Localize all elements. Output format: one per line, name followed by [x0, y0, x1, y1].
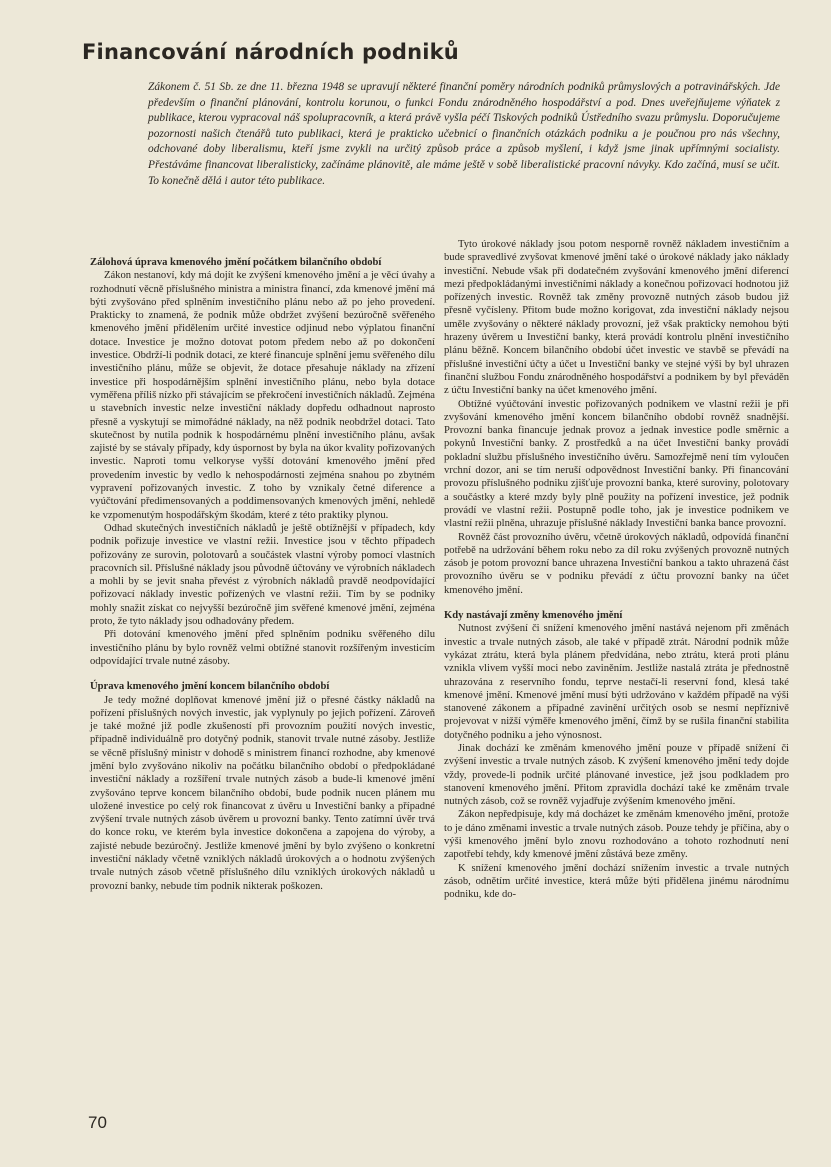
page-number: 70: [88, 1113, 107, 1132]
right-column: [444, 238, 789, 902]
paragraph: Zákon nestanoví, kdy má dojít ke zvýšení kmenového jmění a je věcí úvahy a rozhodnutí věcně příslušného ministra a ministra financí, zda kmenové jmění má býti zvyšováno před splněním investičního plánu nebo až po jeho provedení. Prakticky to znamená, že podnik může obdržet zvýšení bezúročně svěřeného kmenového jmění přidělením určité investice odjinud nebo výplatou finanční dotace. Investice je možno dotovat potom předem nebo až po dokončení investice. Obdrží-li podnik dotaci, ze které financuje splnění jemu svěřeného dílu investičního plánu, může se objevit, že dotace přesahuje náklady na zřízení investice při hospodárnějším splnění investičního plánu, nebo byla dotace vyměřena příliš nízko při stávajícím se překročení investičních nákladů. Zejména u stavebních investic nelze investiční náklady dopředu odhadnout naprosto přesně a vyskytují se mimořádné náklady, na něž podnik neobdržel dotaci. Tato skutečnost by nutila podnik k hospodárnému plnění investičního plánu, avšak zajisté by se stávaly případy, kdy úspornost by byla na úkor kvality pořizovaných investic. Naproti tomu velkoryse vyšší dotování kmenového jmění před provedením investic by vedlo k nehospodárnosti zejména snahou po zbytném vypravení pořizovaných investic. Z toho by vznikaly četné diference a vyúčtování předimensovaných a poddimensovaných kmenových jmění, nehledě ke vzpomenutým hospodářským škodám, které z této praktiky plynou.: [90, 270, 436, 521]
left-column: [90, 256, 435, 893]
paragraph: Zákon nepředpisuje, kdy má docházet ke změnám kmenového jmění, protože to je dáno změnami investic a trvale nutných zásob. Pouze tehdy je příčina, aby o výši kmenového jmění bylo znovu rozhodováno a tohoto rozhodnutí není zapotřebí tehdy, kdy kmenové jmění zůstává beze změny.: [444, 809, 789, 861]
section-heading: Kdy nastávají změny kmenového jmění: [444, 610, 623, 622]
paragraph: Obtížné vyúčtování investic pořizovaných podnikem ve vlastní režii je při zvyšování kmenového jmění koncem bilančního období rovněž snadnější. Provozní banka financuje jednak provoz a jednak investice podle směrnic a pokynů Investiční banky. Z prostředků a na účet Investiční banky provádí pokladní službu příslušného investičního úvěru. Samozřejmě není tím vyloučen vrchní dozor, ani se tím neruší odpovědnost Investiční banky. Při financování provozu příslušného podniku zjišťuje provozní banka, které suroviny, polotovary a součástky a které mzdy byly plně použity na pořízení investice, jež podnik provádí ve vlastní režii. Postupně podle toho, jak je investice podnikem ve vlastní režii plněna, uhrazuje příslušné náklady Investiční banka bance provozní.: [444, 398, 789, 530]
paragraph: K snížení kmenového jmění dochází snížením investic a trvale nutných zásob, odnětím určité investice, která může býti přidělena jinému národnímu podniku, kde do-: [444, 862, 789, 901]
paragraph: Při dotování kmenového jmění před splněním podniku svěřeného dílu investičního plánu by bylo rovněž velmi obtížné stanovit rozšířeným investicím odpovídající trvale nutné zásoby.: [90, 629, 435, 667]
paragraph: Je tedy možné doplňovat kmenové jmění již o přesné částky nákladů na pořízení příslušných nových investic, jak vyplynuly po jejich pořízení. Zároveň je také možné již podle zkušeností při provozním použití nových investic, případně individuálně pro dotyčný podnik, stanovit trvale nutné zásoby. Jestliže se věcně příslušný ministr v dohodě s ministrem financí rozhodne, aby kmenové jmění bylo zvyšováno nikoliv na počátku bilančního období o předpokládané investiční náklady a rozšíření trvale nutných zásob a bude-li kmenové jmění zvyšováno teprve koncem bilančního období, bude podnik nucen plánem mu uložené investice po celý rok financovat z úvěru u Investiční banky a případné zvýšení trvale nutných zásob úvěrem u provozní banky. Tento zatímní úvěr trvá do konce roku, ve kterém byla investice dokončena a zapojena do výroby, a zajisté nebude bezúročný. Jestliže kmenové jmění by bylo zvýšeno o konkretní investiční náklady včetně vzniklých nákladů úrokových a o hodnotu zvýšených trvale nutných zásob včetně příslušného dílu vzniklých úrokových nákladů u provozní banky, nebude tím podnik nikterak poškozen.: [90, 694, 435, 892]
paragraph: Rovněž část provozního úvěru, včetně úrokových nákladů, odpovídá finanční potřebě na udržování během roku nebo za díl roku zvýšených provozně nutných zásob je potom provozní bance uhrazena Investiční bankou a takto uhrazená část provozního úvěru se v podniku převádí z účtu provozní banky na účet kmenového jmění.: [444, 531, 789, 596]
paragraph: Jinak dochází ke změnám kmenového jmění pouze v případě snížení či zvýšení investic a trvale nutných zásob. K zvýšení kmenového jmění tedy dojde vždy, provede-li podnik určité plánované investice, jež jsou podkladem pro stanovení kmenového jmění. Přitom zpravidla dochází také ke změnám trvale nutných zásob, což se rovněž vyjadřuje zvýšením kmenového jmění.: [444, 742, 789, 808]
article-title: Financování národních podniků: [82, 40, 459, 64]
paragraph: Nutnost zvýšení či snížení kmenového jmění nastává nejenom při změnách investic a trvale nutných zásob, ale také v případě ztrát. Národní podnik může vykázat ztrátu, která byla plánem předvídána, nebo ztrátu, která proti plánu vznikla vlivem vyšší moci nebo zaviněním. Jestliže nastalá ztráta je přednostně uhrazována z reservního fondu, teprve nestačí-li reservní fond, klesá také kmenové jmění. Kmenové jmění musí býti udržováno v každém případě na výši stanovené zákonem a případné zavinění určitých osob se nesmí nepříznivě projevovat v nižší výměře kmenového jmění, čímž by se rušila finanční stabilita dotyčného podniku a jeho výnosnost.: [444, 623, 789, 741]
section-heading: Zálohová úprava kmenového jmění počátkem bilančního období: [90, 257, 382, 268]
paragraph: Odhad skutečných investičních nákladů je ještě obtížnější v případech, kdy podnik pořizuje investice ve vlastní režii. Investice jsou v těchto případech pořizovány ze surovin, polotovarů a součástek vlastní výroby pomocí vlastních pracovních sil. Příslušné náklady jsou původně účtovány ve výrobních nákladech a mohli by se jevit snaha převést z výrobních nákladů pravdě neodpovídající pořizovací náklady investic pořízených ve vlastní režii. Tím by se podniky mohly snažit získat co nejvyšší bezúročně jim svěřené kmenové jmění, zejména proto, že tyto náklady jsou odhadovány předem.: [90, 522, 435, 628]
article-intro: Zákonem č. 51 Sb. ze dne 11. března 1948 se upravují některé finanční poměry národních podniků průmyslových a potravinářských. Jde především o finanční plánování, kontrolu korunou, o funkci Fondu znárodněného hospodářství a pod. Dnes uveřejňujeme výňatek z publikace, kterou vypracoval náš spolupracovník, a která právě vyšla péčí Tiskových podniků Ústředního svazu průmyslu. Doporučujeme pozornosti našich čtenářů tuto publikaci, která je prakticko učebnicí o finančních otázkách podniku a je poučnou pro nás všechny, odchované doby liberalismu, kteří jsme zvykli na určitý způsob práce a způsob myšlení, i když jsme jinak upřímnými socialisty. Přestáváme financovat liberalisticky, začínáme plánovitě, ale máme ještě v sobě liberalistické pracovní návyky. Kdo začíná, musí se učit. To konečně dělá i autor této publikace.: [148, 81, 780, 187]
paragraph: Tyto úrokové náklady jsou potom nesporně rovněž nákladem investičním a bude spravedlivé zvyšovat kmenové jmění také o úrokové náklady jako náklady investiční. Nebude však při dodatečném zvyšování kmenového jmění diferencí mezi předpokládanými investičními náklady a konečnou pořizovací hodnotou již pořízených investic. Rovněž tak změny provozně nutných zásob budou již přesně vyčísleny. Přitom bude možno korigovat, zda investiční náklady nejsou uměle zvyšovány o některé náklady provozní, jež však prakticky nemohou býti hrazeny úvěrem u Investiční banky, která provádí kontrolu plnění investičního plánu běžně. Koncem bilančního období účet investic ve stavbě se převádí na příslušné investiční účty a účet u Investiční banky ve stejné výši by byl uhrazen finanční službou Fondu znárodněného hospodářství a podnikem by byl převáděn z účtu Investiční banky na účet kmenového jmění.: [444, 239, 789, 397]
section-heading: Úprava kmenového jmění koncem bilančního období: [90, 681, 330, 693]
